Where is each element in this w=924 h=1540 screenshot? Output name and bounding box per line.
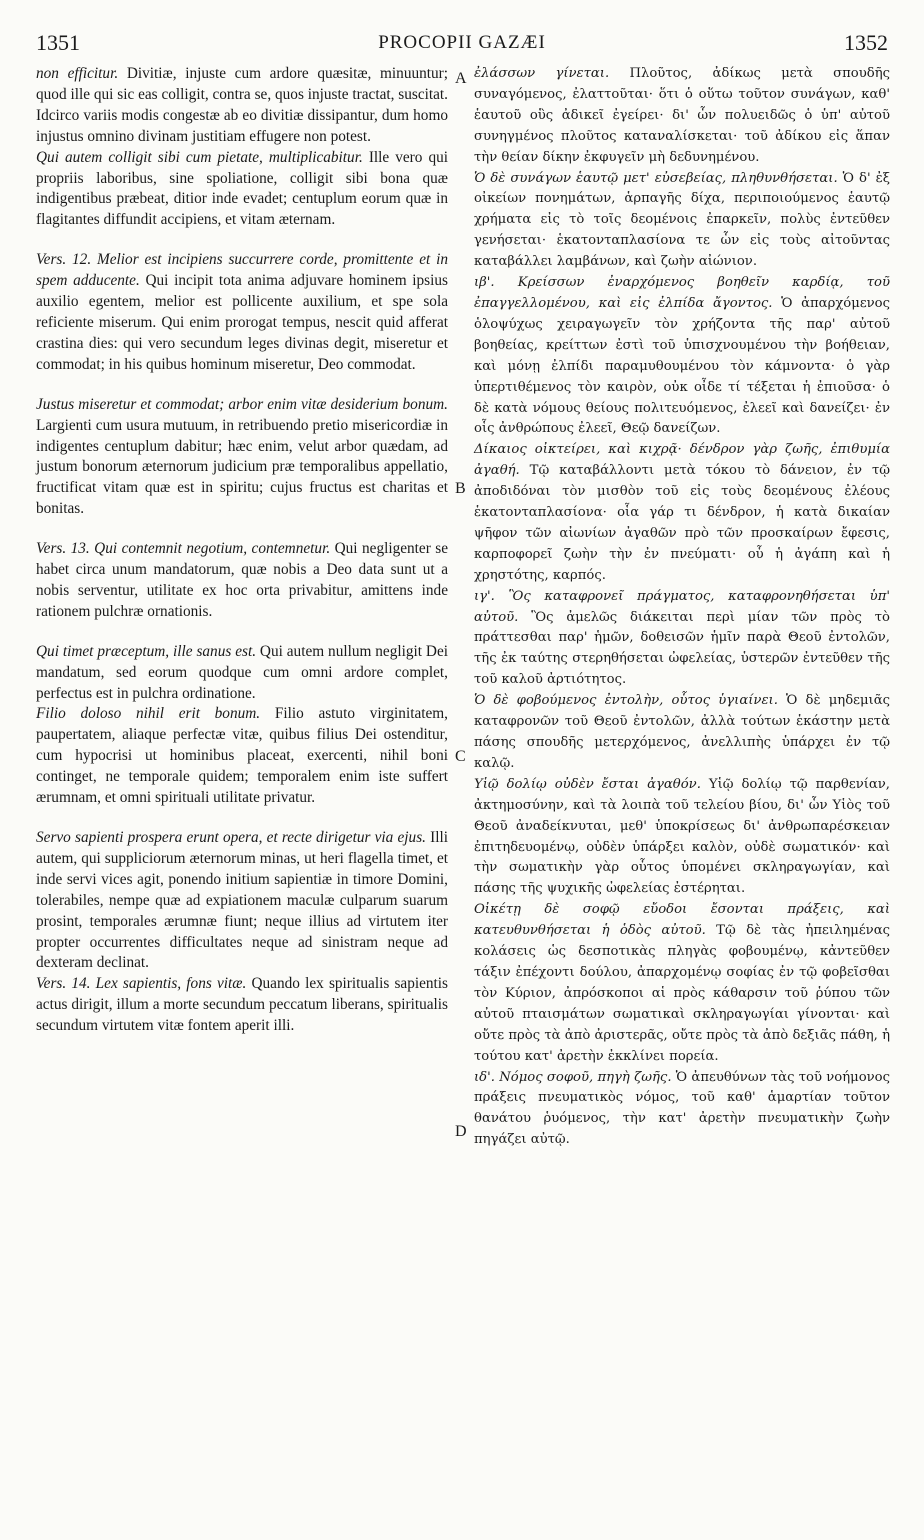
latin-commentary: Divitiæ, injuste cum ardore quæsitæ, minuuntur; quod ille qui sic eas colligit, contra se, quos injuste tractat, suscitat. Idcirco variis modis congestæ ab eo divitiæ dissipantur, dum homo injustus omnino divinam justitiam effugere non potest. <box>36 65 449 145</box>
greek-commentary: Πλοῦτος, ἀδίκως μετὰ σπουδῆς συναγόμενος, ἐλαττοῦται· ὅτι ὁ οὕτω τοῦτον συνάγων, καθ' ἑαυτοῦ οὓς ἀδικεῖ ἐγείρει· δι' ὧν πολυειδῶς ὁ ὑπ' αὐτοῦ συνηγμένος πλοῦτος καταναλίσκεται· τοῦ ἀδίκου εἰς ἅπαν τὴν θείαν δίκην ἐκφυγεῖν μὴ δεδυνημένου. <box>474 66 890 165</box>
latin-verse-lemma: Vers. 13. Qui contemnit negotium, contemnetur. <box>36 540 331 558</box>
greek-paragraph <box>474 691 890 775</box>
greek-paragraph <box>474 64 890 169</box>
latin-verse-lemma: Qui timet præceptum, ille sanus est. <box>36 642 257 660</box>
paragraph-spacer <box>36 520 448 539</box>
latin-verse-lemma: Vers. 14. Lex sapientis, fons vitæ. <box>36 975 247 993</box>
latin-commentary: Qui incipit tota anima adjuvare hominem ipsius auxilio egentem, melior est pollicente auxilium, et spe sola reficiente miserum. Qui enim prorogat tempus, nescit quid afferat crastina dies: qui vero secundum leges divinas degit, miseretur et commodat; in his quibus hominum miseretur, Deo commodat. <box>36 272 448 373</box>
latin-paragraph <box>36 828 448 974</box>
latin-commentary: Illi autem, qui suppliciorum æternorum minas, ut heri flagella timet, et inde servi vices agit, ponendo initium sapientiæ in timore Domini, tolerabiles, nempe quæ ad expiationem maculæ culparum suarum prosint, temporales ærumnæ fiunt; neque illius ad virtutem iter propter occurrentes difficultates neque ad sinistram neque ad dexteram declinat. <box>36 829 448 972</box>
greek-verse-lemma: ιδ'. Νόμος σοφοῦ, πηγὴ ζωῆς. <box>474 1069 672 1085</box>
paragraph-spacer <box>36 376 448 395</box>
latin-paragraph <box>36 642 448 705</box>
greek-paragraph <box>474 273 890 440</box>
greek-column <box>474 64 890 1151</box>
greek-verse-lemma: Οἰκέτῃ δὲ σοφῷ εὔοδοι ἔσονται πράξεις, καὶ κατευθυνθήσεται ἡ ὁδὸς αὐτοῦ. <box>474 902 890 939</box>
greek-verse-lemma: ιβ'. Κρείσσων ἐναρχόμενος βοηθεῖν καρδίᾳ, τοῦ ἐπαγγελλομένου, καὶ εἰς ἐλπίδα ἄγοντος. <box>474 275 890 311</box>
greek-commentary: Υἱῷ δολίῳ τῷ παρθενίαν, ἀκτημοσύνην, καὶ τὰ λοιπὰ τοῦ τελείου βίου, δι' ὧν Υἱὸς τοῦ Θεοῦ ἀναδείκνυται, μεθ' ὑποκρίσεως δι' ἀνθρωπαρέσκειαν ἐπιτηδευομένῳ, οὐδὲν ὑπάρξει καλὸν, οὐδὲ σωματικόν· καὶ τὴν σωματικὴν γὰρ οὗτος ὑπομένει σκληραγωγίαν, καὶ πάσης τῆς ψυχικῆς ὠφελείας ἐστέρηται. <box>474 776 890 897</box>
paragraph-spacer <box>36 623 448 642</box>
greek-paragraph <box>474 775 890 900</box>
margin-letter-b: B <box>455 480 466 497</box>
latin-verse-lemma: Qui autem colligit sibi cum pietate, multiplicabitur. <box>36 148 363 166</box>
paragraph-spacer <box>36 809 448 828</box>
paragraph-spacer <box>36 231 448 250</box>
latin-verse-lemma: Vers. 12. Melior est incipiens succurrere corde, promittente et in spem adducente. <box>36 251 448 290</box>
greek-verse-lemma: Ὁ δὲ συνάγων ἑαυτῷ μετ' εὐσεβείας, πληθυνθήσεται. <box>474 170 838 186</box>
greek-paragraph <box>474 1068 890 1152</box>
margin-letter-c: C <box>455 748 466 765</box>
latin-commentary: Filio astuto virginitatem, paupertatem, aliaque perfectæ vitæ, quibus filius Dei ostenditur, cum hypocrisi ut hominibus placeat, exercenti, nihil boni continget, ne temporale quidem; temporalem enim iste suffert ærumnam, et omni spirituali utilitate privatur. <box>36 705 449 807</box>
margin-letter-d: D <box>455 1123 467 1140</box>
latin-paragraph <box>36 395 448 520</box>
latin-commentary: Quando lex spiritualis sapientis actus dirigit, illum a morte secundum peccatum liberans, spiritualis secundum virtutem vitæ fontem aperit illi. <box>36 975 448 1035</box>
greek-paragraph <box>474 587 890 692</box>
greek-paragraph <box>474 900 890 1067</box>
latin-commentary: Qui autem nullum negligit Dei mandatum, sed eorum quodque cum omni ardore complet, perfectus est in pulchra ordinatione. <box>36 642 448 702</box>
greek-paragraph <box>474 440 890 586</box>
latin-column <box>36 64 448 1037</box>
latin-paragraph <box>36 974 448 1037</box>
latin-paragraph <box>36 539 448 623</box>
margin-letter-a: A <box>455 70 467 87</box>
latin-verse-lemma: Justus miseretur et commodat; arbor enim vitæ desiderium bonum. <box>36 395 448 413</box>
greek-commentary: Τῷ δὲ τὰς ἠπειλημένας κολάσεις ὡς δεσποτικὰς πληγὰς φοβουμένῳ, κἀντεῦθεν τάξιν ἐπέχοντι δούλου, ἀπαρχομένῳ σοφίας ἐν τῷ φοβεῖσθαι τὸν Κύριον, ἀπρόσκοποι αἱ πρὸς κάθαρσιν τοῦ ῥύπου τῶν αὐτοῦ πταισμάτων σωματικαὶ σκληραγωγίαι γίνονται· καὶ οὔτε πρὸς τὰ ἀπὸ ἀριστερᾶς, οὔτε πρὸς τὰ ἀπὸ δεξιᾶς πάθη, ἡ τούτου κατ' ἀρετὴν ἐκκλίνει πορεία. <box>474 923 890 1064</box>
greek-commentary: Ὃς ἀμελῶς διάκειται περὶ μίαν τῶν πρὸς τὸ πράττεσθαι παρ' ἡμῶν, δοθεισῶν ἡμῖν παρὰ Θεοῦ ἐντολῶν, τῆς ἐκ ταύτης στερηθήσεται ὠφελείας, ὑστερῶν ἐντεῦθεν τῆς τοῦ καλοῦ ἀρτιότητος. <box>474 609 890 688</box>
latin-commentary: Ille vero qui propriis laboribus, sine spoliatione, colligit sibi bona quæ indigentibus præbeat, ditior inde evadet; centuplum eorum quæ in flagitantes diffundit accipiens, et vitam æternam. <box>36 148 448 229</box>
latin-commentary: Qui negligenter se habet circa unum mandatorum, quæ nobis a Deo data sunt ut a nobis serventur, utilitate ex hoc orta privabitur, amittens inde rationem pulchræ ornationis. <box>36 540 448 620</box>
greek-commentary: Τῷ καταβάλλοντι μετὰ τόκου τὸ δάνειον, ἐν τῷ ἀποδιδόναι τὸν μισθὸν τοῦ εἰς τοὺς δεομένους ἐλέους ἑκατονταπλασίονα· οἷα γάρ τι δένδρον, ἡ κατὰ δικαίαν ψῆφον τῶν αἰωνίων ἀγαθῶν πρὸ τῶν προσκαίρων ἔφεσις, καρποφορεῖ ζωὴν τὴν ἐν πνεύματι· οὗ ἡ ἀγάπη καὶ ἡ χρηστότης, καρπός. <box>474 463 890 583</box>
running-title: PROCOPII GAZÆI <box>378 32 546 53</box>
latin-verse-lemma: Servo sapienti prospera erunt opera, et recte dirigetur via ejus. <box>36 829 426 846</box>
greek-verse-lemma: Δίκαιος οἰκτείρει, καὶ κιχρᾷ· δένδρον γὰρ ζωῆς, ἐπιθυμία ἀγαθή. <box>474 442 890 479</box>
page-number-right: 1352 <box>844 30 888 55</box>
latin-paragraph <box>36 148 448 232</box>
page-number-left: 1351 <box>36 30 80 55</box>
greek-paragraph <box>474 169 890 274</box>
greek-verse-lemma: ἐλάσσων γίνεται. <box>474 66 610 81</box>
latin-commentary: Largienti cum usura mutuum, in retribuendo pretio misericordiæ in indigentes centuplum dabitur; hæc enim, velut arbor quædam, ad justum bonorum æternorum judicium præ temporalibus appellatio, fructificat vitam quæ est in spiritu; cujus fructus est charitas et bonitas. <box>36 416 448 518</box>
greek-verse-lemma: Υἱῷ δολίῳ οὐδὲν ἔσται ἀγαθόν. <box>474 776 701 792</box>
latin-verse-lemma: non efficitur. <box>36 65 119 82</box>
greek-commentary: Ὁ ἀπευθύνων τὰς τοῦ νοήμονος πράξεις πνευματικὸς νόμος, τοῦ καθ' ἁμαρτίαν τοῦτον θανάτου ῥυόμενος, τὴν κατ' ἀρετὴν πνευματικὴν ζωὴν πηγάζει αὐτῷ. <box>474 1069 890 1148</box>
greek-commentary: Ὁ δὲ μηδεμιᾶς καταφρονῶν τοῦ Θεοῦ ἐντολῶν, ἀλλὰ τούτων ἑκάστην μετὰ πάσης σπουδῆς μετερχόμενος, ἀνελλιπὴς ὑπάρχει ἐν τῷ καλῷ. <box>474 693 891 771</box>
greek-verse-lemma: ιγ'. Ὃς καταφρονεῖ πράγματος, καταφρονηθήσεται ὑπ' αὐτοῦ. <box>474 588 890 625</box>
latin-paragraph <box>36 250 448 375</box>
greek-commentary: Ὁ δ' ἐξ οἰκείων πονημάτων, ἁρπαγῆς δίχα, περιποιούμενος ἑαυτῷ χρήματα εἰς τὸ τοῖς δεομένοις ἐπαρκεῖν, πολὺς ἐντεῦθεν γενήσεται· ἑκατονταπλασίονα τε ὧν εἰς τοὺς αἰτοῦντας καταβάλλει λαμβάνων, καὶ ζωὴν αἰώνιον. <box>474 170 890 270</box>
page-header <box>36 30 888 62</box>
greek-verse-lemma: Ὁ δὲ φοβούμενος ἐντολὴν, οὗτος ὑγιαίνει. <box>474 693 778 709</box>
greek-commentary: Ὁ ἀπαρχόμενος ὁλοψύχως χειραγωγεῖν τὸν χρήζοντα τῆς παρ' αὐτοῦ βοηθείας, κρείττων ἐστὶ τοῦ ὑπισχνουμένου τὴν βοήθειαν, καὶ μόνῃ ἐλπίδι παραμυθουμένου τὸν κάμνοντα· ὁ γὰρ ὑπερτιθέμενος τὸν καιρὸν, οὐκ οἶδε τί τέξεται ἡ ἐπιοῦσα· ὁ δὲ κατὰ νόμους θείους πολιτευόμενος, ἐλεεῖ καὶ δανείζει· ἐν οἷς ἀνθρώπους ἐλεεῖ, Θεῷ δανείζων. <box>474 295 890 437</box>
latin-paragraph <box>36 704 448 809</box>
latin-paragraph <box>36 64 448 148</box>
latin-verse-lemma: Filio doloso nihil erit bonum. <box>36 705 261 723</box>
